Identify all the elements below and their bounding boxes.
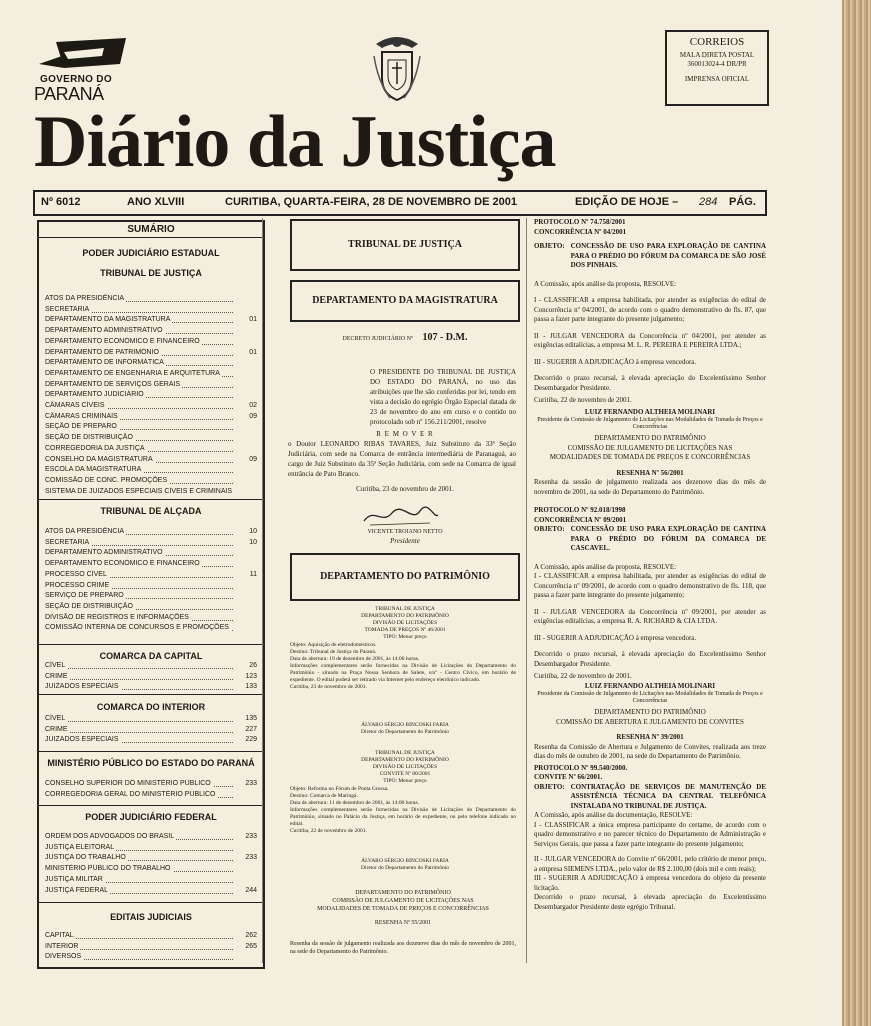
concorrencia09-signer: LUIZ FERNANDO ALTHEIA MOLINARI [584, 681, 716, 690]
summary-entry [45, 348, 257, 358]
summary-entry [45, 581, 257, 591]
summary-entry [45, 455, 257, 465]
convite80-tipo: TIPO: Menor preço [383, 778, 427, 784]
column-rule [526, 218, 527, 963]
summary-entry-page: 233 [245, 833, 257, 840]
summary-entry-label: COMISSÃO DE CONC. PROMOÇÕES [45, 476, 168, 484]
summary-entry-label: MINISTÉRIO PÚBLICO DO TRABALHO [45, 865, 171, 873]
summary-entry [45, 725, 257, 735]
tp46-tj: TRIBUNAL DE JUSTIÇA [375, 606, 435, 612]
summary-entry-page: 01 [249, 348, 257, 356]
signature-icon [360, 503, 440, 529]
summary-entry-label: CAPITAL [45, 932, 74, 939]
summary-entry-label: CONSELHO DA MAGISTRATURA [45, 455, 153, 463]
concorrencia09-date: Curitiba, 22 de novembro de 2001. [534, 672, 632, 680]
concorrencia04-item1: I - CLASSIFICAR a empresa habilitada, por atender as exigências do edital de Concorrência nº 04/2001, de acordo com o quadro demonstrativo de fls. 87, que passa a fazer parte integrante do presente julgamento; [534, 296, 766, 323]
summary-entry [45, 832, 257, 842]
summary-entry-page: 227 [245, 725, 257, 733]
section-editais-judiciais: EDITAIS JUDICIAIS [110, 912, 192, 922]
convite80-dp: DEPARTAMENTO DO PATRIMÔNIO [361, 757, 449, 763]
summary-entry-label: DEPARTAMENTO ECONÔMICO E FINANCEIRO [45, 337, 200, 345]
objeto-text: CONTRATAÇÃO DE SERVIÇOS DE MANUTENÇÃO DE ASSISTÊNCIA TÉCNICA DA CENTRAL TELEFÔNICA INSTALADA NO TRIBUNAL DE JUSTIÇA. [570, 782, 766, 810]
summary-entry-label: DEPARTAMENTO DA MAGISTRATURA [45, 316, 171, 324]
summary-entry-label: DIVISÃO DE REGISTROS E INFORMAÇÕES [45, 613, 189, 621]
convite80-info: Informações complementares serão fornecidas na Divisão de Licitações do Departamento do Patrimônio, situado no Palácio da Justiça, em horário de expediente, ou pelo telefone indicado no edital. [290, 807, 516, 827]
convite80-body [290, 786, 516, 835]
concorrencia09-objeto [534, 525, 766, 554]
summary-entry [45, 559, 257, 569]
flag-icon [34, 34, 134, 74]
summary-entry [45, 401, 257, 411]
summary-entry-label: DEPARTAMENTO ADMINISTRATIVO [45, 327, 163, 335]
convite80-header [300, 750, 510, 785]
governo-parana-logo [34, 34, 144, 108]
tribunal-de-justica-box: TRIBUNAL DE JUSTIÇA [290, 219, 520, 271]
convite66-protocolo: PROTOCOLO Nº 99.540/2000. [534, 763, 628, 772]
summary-entry-page: 10 [249, 528, 257, 535]
concorrencia04-signer: LUIZ FERNANDO ALTHEIA MOLINARI [584, 407, 716, 416]
summary-entry [45, 465, 257, 475]
summary-entry-label: CÂMARAS CRIMINAIS [45, 412, 118, 420]
summary-divider [39, 805, 263, 806]
concorrencia04-number: CONCORRÊNCIA Nº 04/2001 [534, 227, 627, 236]
summary-entry-label: JUIZADOS ESPECIAIS [45, 736, 119, 744]
summary-entry-page: 244 [245, 886, 257, 894]
dot-leader [45, 668, 233, 669]
resenha55-dp: DEPARTAMENTO DO PATRIMÔNIO [355, 890, 451, 896]
summary-entry [45, 714, 257, 724]
logo-line2: PARANÁ [34, 84, 104, 104]
summary-box [37, 220, 265, 969]
logo-line1: GOVERNO DO [40, 74, 112, 85]
summary-entry [45, 602, 257, 612]
summary-entry-label: SERVIÇO DE PREPARO [45, 592, 124, 600]
convite66-item1: I - CLASSIFICAR a única empresa participante do certame, de acordo com o quadro demonstrativo e no parecer técnico do Departamento de Administração e Serviços Gerais, que passa a fazer parte integrante do presente julgamento; [534, 820, 766, 848]
summary-entry [45, 487, 257, 497]
coat-of-arms-icon [370, 32, 424, 104]
summary-entry [45, 570, 257, 580]
edition-pages: 284 [699, 196, 718, 208]
resenha55-header [290, 889, 516, 927]
summary-entry [45, 942, 257, 952]
issue-year: ANO XLVIII [127, 196, 185, 208]
summary-entry [45, 326, 257, 336]
summary-divider [39, 644, 263, 645]
resenha56-text: Resenha da sessão de julgamento realizada aos dezenove dias do mês de novembro de 2001, na sede do Departamento do Patrimônio. [534, 478, 766, 496]
convite80-signer-role: Diretor do Departamento do Patrimônio [361, 865, 449, 871]
summary-entry [45, 305, 257, 315]
issue-info-bar [33, 190, 767, 216]
summary-entry-label: SECRETARIA [45, 305, 90, 313]
decree-body: o Doutor LEONARDO RIBAS TAVARES, Juiz Substituto da 33ª Seção Judiciária, com sede na Comarca de entrância intermediária de Paranaguá, ao cargo de Juiz Substituto da 35ª Seção Judiciária, com sede na Comarca de igual entrância de Pato Branco. [288, 440, 516, 478]
summary-entry-page: 233 [245, 780, 257, 787]
objeto-text: CONCESSÃO DE USO PARA EXPLORAÇÃO DE CANTINA PARA O PRÉDIO DO FÓRUM DA COMARCA DE SÃO JOSÉ DOS PINHAIS. [570, 242, 766, 269]
tp46-destino: Destino: Tribunal de Justiça do Paraná. [290, 649, 377, 655]
tp46-body [290, 642, 516, 691]
concorrencia09-intro: A Comissão, após análise da proposta, RESOLVE: [534, 562, 677, 571]
summary-entry-label: CÍVEL [45, 715, 66, 722]
decree-heading [300, 333, 510, 344]
objeto-text: CONCESSÃO DE USO PARA EXPLORAÇÃO DE CANTINA PARA O PRÉDIO DO FÓRUM DA COMARCA DE CASCAVEL. [570, 525, 766, 552]
summary-entry-page: 135 [245, 715, 257, 722]
summary-entry [45, 613, 257, 623]
summary-entry-page: 265 [245, 942, 257, 950]
tp46-tipo: TIPO: Menor preço [383, 634, 427, 640]
tp46-title: TOMADA DE PREÇOS Nº 46/2001 [364, 627, 446, 633]
concorrencia04-date: Curitiba, 22 de novembro de 2001. [534, 396, 632, 404]
tp46-signer-role: Diretor do Departamento do Patrimônio [361, 729, 449, 735]
section-poder-judiciario-estadual: PODER JUDICIÁRIO ESTADUAL [82, 248, 220, 258]
summary-divider [39, 902, 263, 903]
summary-entry [45, 476, 257, 486]
summary-entry [45, 779, 257, 789]
concorrencia04-signer-role: Presidente da Comissão de Julgamento de Licitações nas Modalidades de Tomada de Preços e Concorrências [537, 417, 763, 430]
summary-entry-page: 262 [245, 932, 257, 939]
convite66-number: CONVITE Nº 66/2001. [534, 773, 603, 781]
masthead-title: Diário da Justiça [34, 101, 556, 183]
summary-entry-label: JUSTIÇA FEDERAL [45, 886, 109, 894]
summary-entry-page: 11 [249, 570, 257, 578]
summary-entry [45, 369, 257, 379]
summary-entry [45, 358, 257, 368]
summary-entry-page: 02 [249, 402, 257, 409]
summary-entry [45, 422, 257, 432]
summary-entry-page: 01 [249, 316, 257, 324]
summary-entry-page: 09 [249, 412, 257, 420]
convite80-date: Curitiba, 22 de novembro de 2001. [290, 828, 367, 834]
summary-entry-label: PROCESSO CÍVEL [45, 570, 107, 578]
resenha56-com2: MODALIDADES DE TOMADA DE PREÇOS E CONCORRÊNCIAS [549, 453, 751, 461]
resenha39-text: Resenha da Comissão de Abertura e Julgamento de Convites, realizada aos treze dias do mês de outubro de 2001, na sede do Departamento do Patrimônio. [534, 742, 766, 760]
summary-entry [45, 672, 257, 682]
departamento-patrimonio-box: DEPARTAMENTO DO PATRIMÔNIO [290, 553, 520, 601]
summary-entry [45, 591, 257, 601]
summary-entry [45, 864, 257, 874]
section-ministerio-publico: MINISTÉRIO PÚBLICO DO ESTADO DO PARANÁ [47, 758, 255, 768]
summary-entry-label: CRIME [45, 725, 68, 733]
resenha55-com2: MODALIDADES DE TOMADA DE PREÇOS E CONCORRÊNCIAS [317, 906, 489, 912]
summary-entry [45, 661, 257, 671]
summary-entry [45, 735, 257, 745]
summary-entry-page: 09 [249, 455, 257, 463]
convite80-signer: ÁLVARO SÉRGIO BINCOSKI FARIA [361, 858, 449, 864]
tp46-objeto: Objeto: Aquisição de eletrodomésticos. [290, 642, 377, 648]
convite66-intro: A Comissão, após análise da documentação, RESOLVE: [534, 811, 693, 819]
convite66-item3: III - SUGERIR A ADJUDICAÇÃO à empresa vencedora do objeto da presente licitação. [534, 874, 766, 892]
decree-signer: VICENTE TROIANO NETTO [367, 529, 443, 535]
tp46-signer: ÁLVARO SÉRGIO BINCOSKI FARIA [361, 722, 449, 728]
summary-entry-label: PROCESSO CRIME [45, 581, 110, 589]
summary-entry-page: 10 [249, 538, 257, 546]
summary-entry-label: DEPARTAMENTO DE PATRIMÔNIO [45, 348, 159, 356]
summary-entry-page: 26 [249, 662, 257, 669]
objeto-label: OBJETO: [534, 782, 565, 791]
summary-entry-label: CORREGEDORIA GERAL DO MINISTÉRIO PÚBLICO [45, 790, 216, 798]
concorrencia04-intro: A Comissão, após análise da proposta, RESOLVE: [534, 279, 677, 288]
decree-date: Curitiba, 23 de novembro de 2001. [356, 485, 454, 493]
tp46-date: Curitiba, 23 de novembro de 2001. [290, 684, 367, 690]
summary-entry-page: 229 [245, 736, 257, 744]
summary-entry [45, 682, 257, 692]
summary-entry-label: CONSELHO SUPERIOR DO MINISTÉRIO PÚBLICO [45, 780, 211, 787]
convite80-div: DIVISÃO DE LICITAÇÕES [372, 764, 438, 770]
resenha55-text: Resenha da sessão de julgamento realizada aos dezenove dias do mês de novembro de 2001, na sede do Departamento do Patrimônio. [290, 941, 516, 955]
summary-entry [45, 527, 257, 537]
summary-title: SUMÁRIO [39, 222, 263, 238]
summary-entry-page: 123 [245, 672, 257, 680]
summary-entry [45, 548, 257, 558]
summary-entry [45, 952, 257, 962]
summary-entry-label: SEÇÃO DE DISTRIBUIÇÃO [45, 602, 133, 610]
resenha39-title: RESENHA Nº 39/2001 [616, 733, 684, 741]
concorrencia09-signer-role: Presidente da Comissão de Julgamento de Licitações nas Modalidades de Tomada de Preços e Concorrências [537, 691, 763, 704]
summary-entry [45, 853, 257, 863]
page-stack-edge [842, 0, 871, 1026]
resenha39-dp: DEPARTAMENTO DO PATRIMÔNIO [594, 708, 706, 716]
resenha39-com: COMISSÃO DE ABERTURA E JULGAMENTO DE CONVITES [556, 717, 744, 726]
resenha55-com: COMISSÃO DE JULGAMENTO DE LICITAÇÕES NAS [332, 898, 474, 904]
section-tribunal-de-justica: TRIBUNAL DE JUSTIÇA [100, 268, 202, 278]
summary-divider [39, 499, 263, 500]
concorrencia04-item2: II - JULGAR VENCEDORA da Concorrência nº 04/2001, por atender as exigências editalícias, a empresa M. L. R. PEREIRA E PEREIRA LTDA.; [534, 331, 766, 349]
dot-leader [45, 732, 233, 733]
pages-suffix: PÁG. [729, 196, 756, 208]
summary-entry [45, 843, 257, 853]
correios-line1: MALA DIRETA POSTAL [679, 51, 755, 59]
decree-number: 107 - D.M. [422, 332, 468, 343]
summary-entry-label: JUSTIÇA MILITAR [45, 875, 103, 883]
summary-entry [45, 931, 257, 941]
summary-entry-label: CÂMARAS CÍVEIS [45, 402, 105, 409]
correios-title: CORREIOS [689, 36, 745, 48]
correios-postal-stamp [665, 30, 769, 106]
summary-entry-label: CORREGEDORIA DA JUSTIÇA [45, 444, 145, 452]
tp46-dp: DEPARTAMENTO DO PATRIMÔNIO [361, 613, 449, 619]
decree-label: DECRETO JUDICIÁRIO Nº [342, 336, 413, 342]
decree-signer-role: Presidente [390, 537, 420, 545]
convite80-tj: TRIBUNAL DE JUSTIÇA [375, 750, 435, 756]
summary-entry-label: ORDEM DOS ADVOGADOS DO BRASIL [45, 833, 175, 840]
concorrencia09-protocolo: PROTOCOLO Nº 92.018/1998 [534, 506, 626, 514]
summary-entry-label: SEÇÃO DE DISTRIBUIÇÃO [45, 434, 133, 442]
tp46-abertura: Data de abertura: 19 de dezembro de 2001, às 14:00 horas. [290, 656, 420, 662]
section-comarca-interior: COMARCA DO INTERIOR [96, 702, 206, 712]
concorrencia04-objeto [534, 242, 766, 271]
summary-entry [45, 390, 257, 400]
summary-entry-page: 233 [245, 854, 257, 862]
summary-entry-label: DIVERSOS [45, 953, 82, 961]
summary-entry-label: DEPARTAMENTO DE INFORMÁTICA [45, 359, 164, 367]
summary-entry-label: DEPARTAMENTO DE SERVIÇOS GERAIS [45, 380, 181, 388]
column-rule [262, 218, 263, 963]
concorrencia04-decorrido: Decorrido o prazo recursal, à elevada apreciação do Excelentíssimo Senhor Desembargador Presidente. [534, 374, 766, 392]
concorrencia09-decorrido: Decorrido o prazo recursal, à elevada apreciação do Excelentíssimo Senhor Desembargador Presidente. [534, 650, 766, 668]
convite66-decorrido: Decorrido o prazo recursal, à elevada apreciação do Excelentíssimo Desembargador Presidente deste egrégio Tribunal. [534, 893, 766, 911]
correios-line3: IMPRENSA OFICIAL [684, 75, 750, 83]
dot-leader [45, 679, 233, 680]
convite80-title: CONVITE Nº 80/2001 [379, 771, 431, 777]
summary-entry-label: JUSTIÇA ELEITORAL [45, 843, 115, 851]
summary-entry [45, 412, 257, 422]
concorrencia09-item1: I - CLASSIFICAR a empresa habilitada, por atender as exigências do edital de Concorrência nº 09/2001, de acordo com o quadro demonstrativo de fls. 118, que passa a fazer parte integrante do presente julgamento; [534, 572, 766, 599]
convite80-destino: Destino: Comarca de Maringá. [290, 793, 358, 799]
summary-entry [45, 337, 257, 347]
concorrencia04-block [534, 218, 766, 912]
summary-entry [45, 380, 257, 390]
summary-entry [45, 790, 257, 800]
summary-entry-label: INTERIOR [45, 942, 79, 950]
summary-entry [45, 886, 257, 896]
section-poder-judiciario-federal: PODER JUDICIÁRIO FEDERAL [85, 812, 217, 822]
convite66-item2: II - JULGAR VENCEDORA do Convite nº 66/2001, pelo critério de menor preço, a empresa SIEMENS LTDA., pelo valor de R$ 2.100,00 (dois mil e cem reais); [534, 855, 766, 873]
convite80-objeto: Objeto: Reforma no Fórum de Ponta Grossa. [290, 786, 389, 792]
decree-remover: R E M O V E R [376, 430, 434, 438]
summary-entry-label: DEPARTAMENTO DE ENGENHARIA E ARQUITETURA [45, 369, 220, 377]
convite66-objeto [534, 783, 766, 812]
summary-entry [45, 315, 257, 325]
section-tribunal-de-alcada: TRIBUNAL DE ALÇADA [100, 506, 202, 516]
convite80-abertura: Data de abertura: 11 de dezembro de 2001, às 14:00 horas. [290, 800, 420, 806]
objeto-label: OBJETO: [534, 242, 565, 250]
concorrencia04-item3: III - SUGERIR A ADJUDICAÇÃO à empresa vencedora. [534, 357, 697, 366]
resenha55-title: RESENHA Nº 55/2001 [374, 920, 432, 926]
objeto-label: OBJETO: [534, 525, 565, 533]
summary-entry-label: SEÇÃO DE PREPARO [45, 423, 117, 431]
summary-entry-label: CRIME [45, 672, 68, 680]
summary-entry [45, 875, 257, 885]
tp46-signature [300, 722, 510, 736]
summary-entry [45, 433, 257, 443]
summary-entry [45, 623, 257, 633]
summary-entry-label: COMISSÃO INTERNA DE CONCURSOS E PROMOÇÕES [45, 624, 229, 632]
dot-leader [45, 721, 233, 722]
summary-entry-label: SISTEMA DE JUIZADOS ESPECIAIS CÍVEIS E CRIMINAIS [45, 487, 233, 495]
issue-number: Nº 6012 [41, 196, 81, 208]
summary-entry-label: CÍVEL [45, 662, 66, 669]
resenha56-dp: DEPARTAMENTO DO PATRIMÔNIO [594, 434, 706, 442]
summary-divider [39, 751, 263, 752]
tp46-header [300, 606, 510, 641]
section-comarca-capital: COMARCA DA CAPITAL [99, 651, 203, 661]
summary-entry-label: JUSTIÇA DO TRABALHO [45, 854, 126, 862]
tp46-info: Informações complementares serão fornecidas na Divisão de Licitações do Departamento do Patrimônio - situado na Praça Nossa Senhora de Salete, s/nº - Centro Cívico, em horário de expediente. O edital poderá ser retirado via Internet pelo endereço eletrônico indicado. [290, 663, 516, 683]
correios-line2: 360013024-4 DR/PR [687, 60, 747, 68]
summary-entry-page: 133 [245, 683, 257, 691]
concorrencia09-item3: III - SUGERIR A ADJUDICAÇÃO à empresa vencedora. [534, 633, 697, 642]
convite80-signature [300, 858, 510, 872]
summary-entry-label: ESCOLA DA MAGISTRATURA [45, 466, 142, 474]
summary-entry [45, 444, 257, 454]
summary-entry-label: ATOS DA PRESIDÊNCIA [45, 295, 125, 302]
tp46-div: DIVISÃO DE LICITAÇÕES [372, 620, 438, 626]
summary-entry-label: JUIZADOS ESPECIAIS [45, 683, 119, 691]
summary-entry [45, 294, 257, 304]
concorrencia09-item2: II - JULGAR VENCEDORA da Concorrência nº 09/2001, por atender as exigências editalícias, a empresa R. A. RICHARD & CIA LTDA. [534, 607, 766, 625]
summary-divider [39, 694, 263, 695]
summary-entry-label: DEPARTAMENTO JUDICIÁRIO [45, 391, 144, 399]
concorrencia04-protocolo: PROTOCOLO Nº 74.758/2001 [534, 218, 626, 226]
summary-entry [45, 538, 257, 548]
edition-label: EDIÇÃO DE HOJE – [575, 196, 679, 208]
summary-entry-label: DEPARTAMENTO ECONÔMICO E FINANCEIRO [45, 560, 200, 568]
concorrencia09-number: CONCORRÊNCIA Nº 09/2001 [534, 515, 627, 524]
resenha56-com: COMISSÃO DE JULGAMENTO DE LICITAÇÕES NAS [567, 443, 733, 452]
departamento-magistratura-box: DEPARTAMENTO DA MAGISTRATURA [290, 280, 520, 322]
resenha56-title: RESENHA Nº 56/2001 [616, 468, 684, 477]
summary-entry-label: ATOS DA PRESIDÊNCIA [45, 528, 125, 535]
decree-preamble: O PRESIDENTE DO TRIBUNAL DE JUSTIÇA DO ESTADO DO PARANÁ, no uso das atribuições que lhe são conferidas por lei, tendo em vista a decisão do egrégio Órgão Especial datada de 23 de novembro do ano em curso e o contido no protocolado sob nº 156.211/2001, resolve [370, 368, 516, 426]
summary-entry-label: DEPARTAMENTO ADMINISTRATIVO [45, 549, 163, 557]
issue-place-date: CURITIBA, QUARTA-FEIRA, 28 DE NOVEMBRO DE 2001 [225, 196, 517, 208]
summary-entry-label: SECRETARIA [45, 538, 90, 546]
